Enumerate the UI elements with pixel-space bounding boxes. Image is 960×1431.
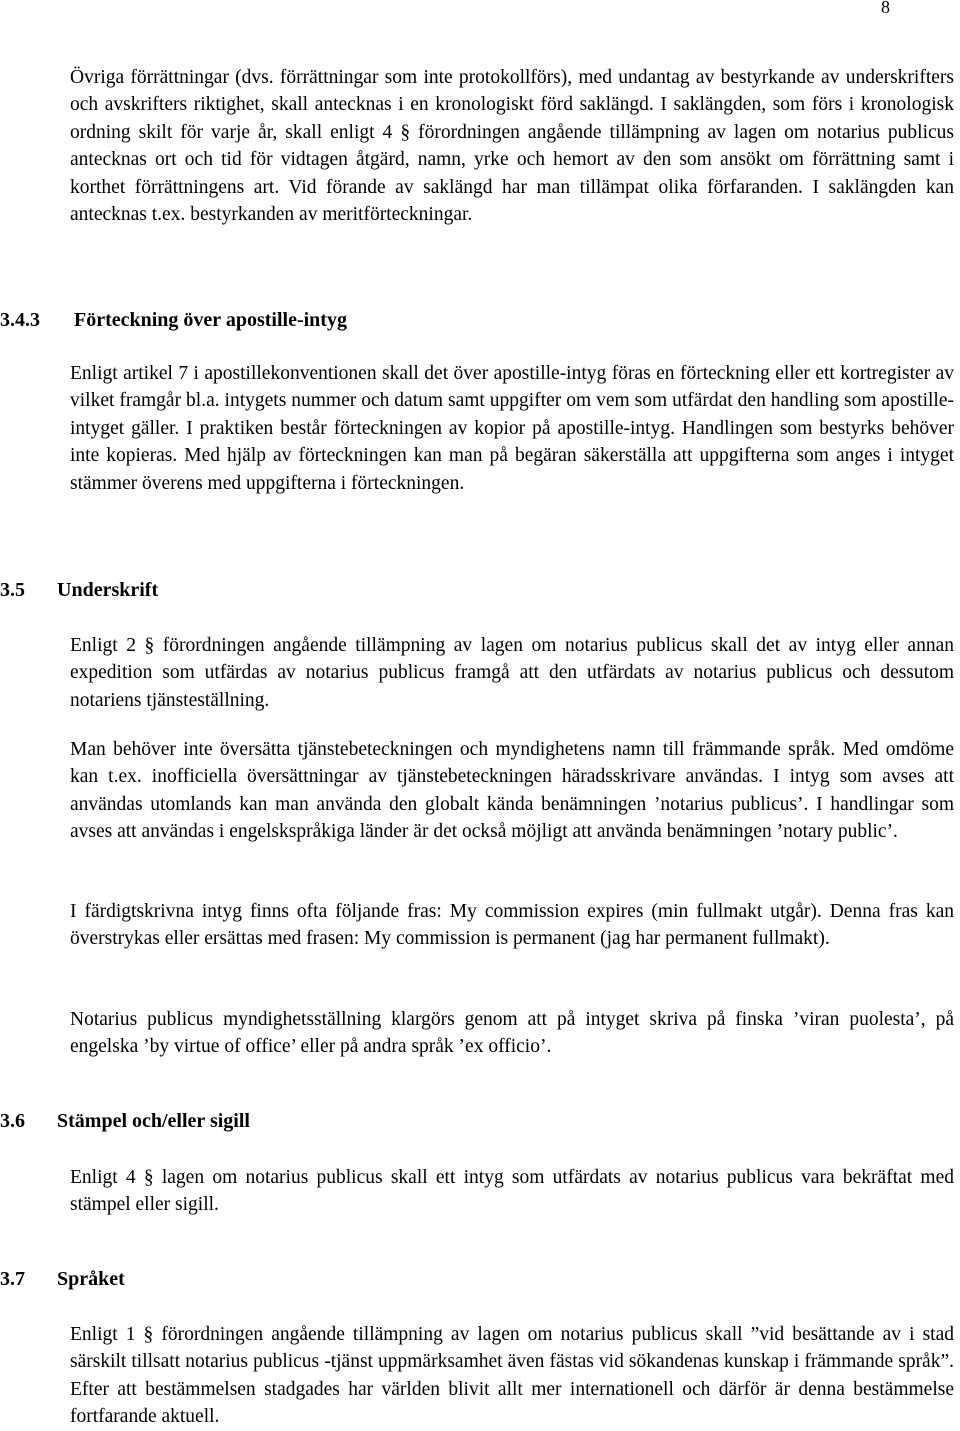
section-body-3-5-p2	[70, 736, 954, 846]
paragraph: Notarius publicus myndighetsställning klargörs genom att på intyget skriva på finska ’viran puolesta’, på engelska ’by virtue of office’ eller på andra språk ’ex officio’.	[70, 1009, 954, 1058]
section-body-3-6	[70, 1164, 954, 1219]
intro-block	[70, 64, 954, 228]
intro-paragraph: Övriga förrättningar (dvs. förrättningar som inte protokollförs), med undantag av bestyrkande av underskrifters och avskrifters riktighet, skall antecknas i en kronologiskt förd saklängd. I saklängden, som förs i kronologisk ordning skilt för varje år, skall enligt 4 § förordningen angående tillämpning av lagen om notarius publicus antecknas ort och tid för vidtagen åtgärd, namn, yrke och hemort av den som ansökt om förrättning samt i korthet förrättningens art. Vid förande av saklängd har man tillämpat olika förfaranden. I saklängden kan antecknas t.ex. bestyrkanden av meritförteckningar.	[70, 67, 954, 226]
paragraph: Enligt 4 § lagen om notarius publicus skall ett intyg som utfärdats av notarius publicus vara bekräftat med stämpel eller sigill.	[70, 1167, 954, 1216]
section-body-3-5-p1	[70, 632, 954, 714]
section-body-3-5-p4	[70, 1006, 954, 1061]
page-number: 8	[881, 0, 890, 17]
section-title: Underskrift	[57, 579, 159, 601]
section-number: 3.6	[0, 1110, 25, 1132]
section-body-3-5-p3	[70, 898, 954, 953]
paragraph: Enligt artikel 7 i apostillekonventionen skall det över apostille-intyg föras en förteckning eller ett kortregister av vilket framgår bl.a. intygets nummer och datum samt uppgifter om vem som utfärdat den handling som apostille-intyget gäller. I praktiken består förteckningen av kopior på apostille-intyg. Handlingen som bestyrks behöver inte kopieras. Med hjälp av förteckningen kan man på begäran säkerställa att uppgifterna som anges i intyget stämmer överens med uppgifterna i förteckningen.	[70, 363, 954, 494]
section-number: 3.5	[0, 579, 25, 601]
section-body-3-4-3	[70, 360, 954, 497]
section-title: Förteckning över apostille-intyg	[74, 309, 347, 331]
section-title: Stämpel och/eller sigill	[57, 1110, 250, 1132]
section-number: 3.7	[0, 1268, 25, 1290]
section-number: 3.4.3	[0, 309, 40, 331]
paragraph: I färdigtskrivna intyg finns ofta följande fras: My commission expires (min fullmakt utgår). Denna fras kan överstrykas eller ersättas med frasen: My commission is permanent (jag har permanent fullmakt).	[70, 901, 954, 950]
paragraph: Enligt 1 § förordningen angående tillämpning av lagen om notarius publicus skall ”vid besättande av i stad särskilt tillsatt notarius publicus -tjänst uppmärksamhet även fästas vid sökandenas kunskap i främmande språk”. Efter att bestämmelsen stadgades har världen blivit allt mer internationell och därför är denna bestämmelse fortfarande aktuell.	[70, 1324, 954, 1428]
paragraph: Man behöver inte översätta tjänstebeteckningen och myndighetens namn till främmande språk. Med omdöme kan t.ex. inofficiella översättningar av tjänstebeteckningen häradsskrivare användas. I intyg som avses att användas utomlands kan man använda den globalt kända benämningen ’notarius publicus’. I handlingar som avses att användas i engelskspråkiga länder är det också möjligt att använda benämningen ’notary public’.	[70, 739, 954, 843]
paragraph: Enligt 2 § förordningen angående tillämpning av lagen om notarius publicus skall det av intyg eller annan expedition som utfärdas av notarius publicus framgå att den utfärdats av notarius publicus och dessutom notariens tjänsteställning.	[70, 635, 954, 711]
section-title: Språket	[57, 1268, 125, 1290]
section-body-3-7	[70, 1321, 954, 1431]
